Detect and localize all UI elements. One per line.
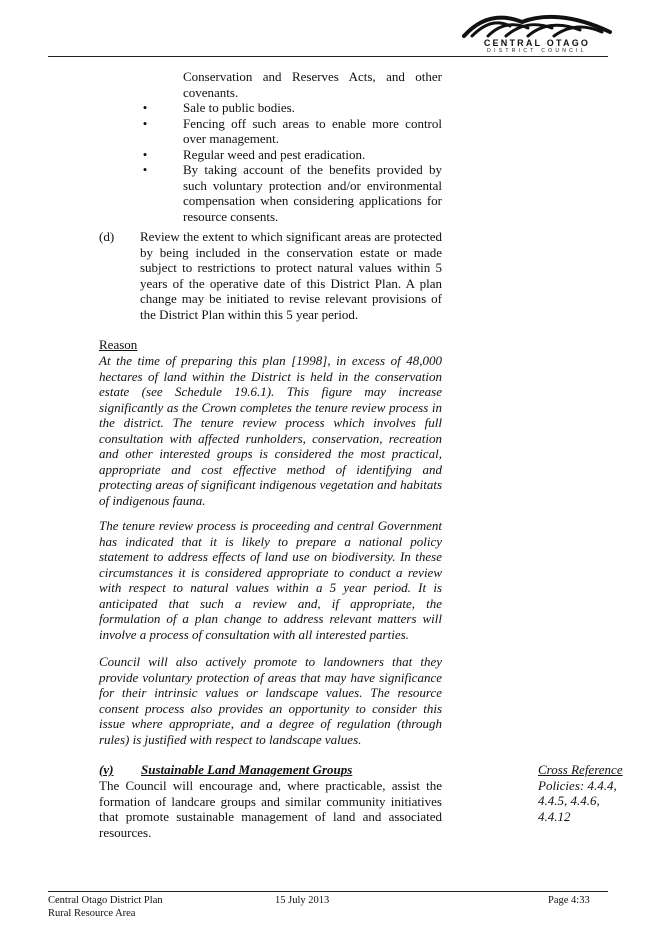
cross-reference-line: 4.4.5, 4.4.6, — [538, 793, 600, 808]
cross-reference-line: 4.4.12 — [538, 808, 571, 824]
bullet-item — [140, 100, 442, 116]
logo-line-2: DISTRICT COUNCIL — [487, 48, 587, 54]
bullet-icon: • — [142, 115, 148, 131]
logo-line-1: CENTRAL OTAGO — [483, 38, 591, 48]
footer-left — [48, 894, 163, 920]
bullet-icon: • — [142, 100, 148, 115]
cross-reference-heading: Cross Reference — [538, 762, 623, 777]
footer-section: Rural Resource Area — [48, 908, 136, 919]
footer-doc-title: Central Otago District Plan — [48, 895, 163, 906]
section-heading — [99, 762, 352, 778]
method-bullet-list — [140, 69, 442, 224]
bullet-text: Sale to public bodies. — [183, 100, 295, 115]
section-number: (v) — [99, 762, 114, 777]
bullet-icon: • — [142, 146, 148, 162]
section-title: Sustainable Land Management Groups — [141, 762, 353, 777]
cross-reference-line: Policies: 4.4.4, — [538, 777, 617, 793]
bullet-text: Fencing off such areas to enable more control over management. — [183, 115, 442, 146]
council-logo — [462, 10, 612, 58]
footer-rule — [48, 891, 608, 892]
bullet-text: Regular weed and pest eradication. — [183, 146, 366, 162]
mountains-logo-icon — [462, 10, 612, 38]
bullet-icon: • — [142, 162, 148, 177]
cross-reference — [538, 762, 628, 824]
method-item-d — [99, 229, 442, 322]
item-text: Review the extent to which significant areas are protected by being included in the conservation estate or made subject to restrictions to protect natural values within 5 years of the operative date of this District Plan. A plan change may be initiated to revise relevant provisions of the District Plan within this 5 year period. — [140, 229, 442, 322]
section-body: The Council will encourage and, where practicable, assist the formation of landcare groups and similar community initiatives that promote sustainable management of land and associated resources. — [99, 778, 442, 840]
reason-paragraph: Council will also actively promote to landowners that they provide voluntary protection of areas that may have significance for their intrinsic values or landscape values. The resource consent process also provides an opportunity to consider this issue where appropriate, and a degree of regulation (through rules) is justified with respect to landscape values. — [99, 654, 442, 747]
footer-page-number: Page 4:33 — [548, 895, 590, 906]
bullet-item — [140, 147, 442, 163]
reason-paragraph: The tenure review process is proceeding and central Government has indicated that it is likely to prepare a national policy statement to address effects of land use on biodiversity. In these circumstances it is considered appropriate to conduct a review with respect to natural values within a 5 year period. It is anticipated that such a review and, if appropriate, the formulation of a plan change to address relevant matters will involve a process of consultation with all interested parties. — [99, 518, 442, 642]
bullet-item — [140, 116, 442, 147]
header-rule — [48, 56, 608, 57]
footer-date: 15 July 2013 — [275, 895, 330, 906]
reason-heading: Reason — [99, 337, 138, 352]
bullet-item — [140, 162, 442, 224]
reason-paragraph: At the time of preparing this plan [1998], in excess of 48,000 hectares of land within the District is held in the conservation estate (see Schedule 19.6.1). This figure may increase significantly as the Crown completes the tenure review process in the district. The tenure review process which involves full consultation with affected runholders, conservation, recreation and other interested groups is considered the most practical, appropriate and cost effective method of identifying and protecting areas of significant indigenous vegetation and habitats of indigenous fauna. — [99, 353, 442, 508]
bullet-continuation: Conservation and Reserves Acts, and other covenants. — [183, 69, 442, 100]
item-label: (d) — [99, 229, 115, 244]
bullet-text: By taking account of the benefits provided by such voluntary protection and/or environmental compensation when considering applications for resource consents. — [183, 162, 442, 224]
